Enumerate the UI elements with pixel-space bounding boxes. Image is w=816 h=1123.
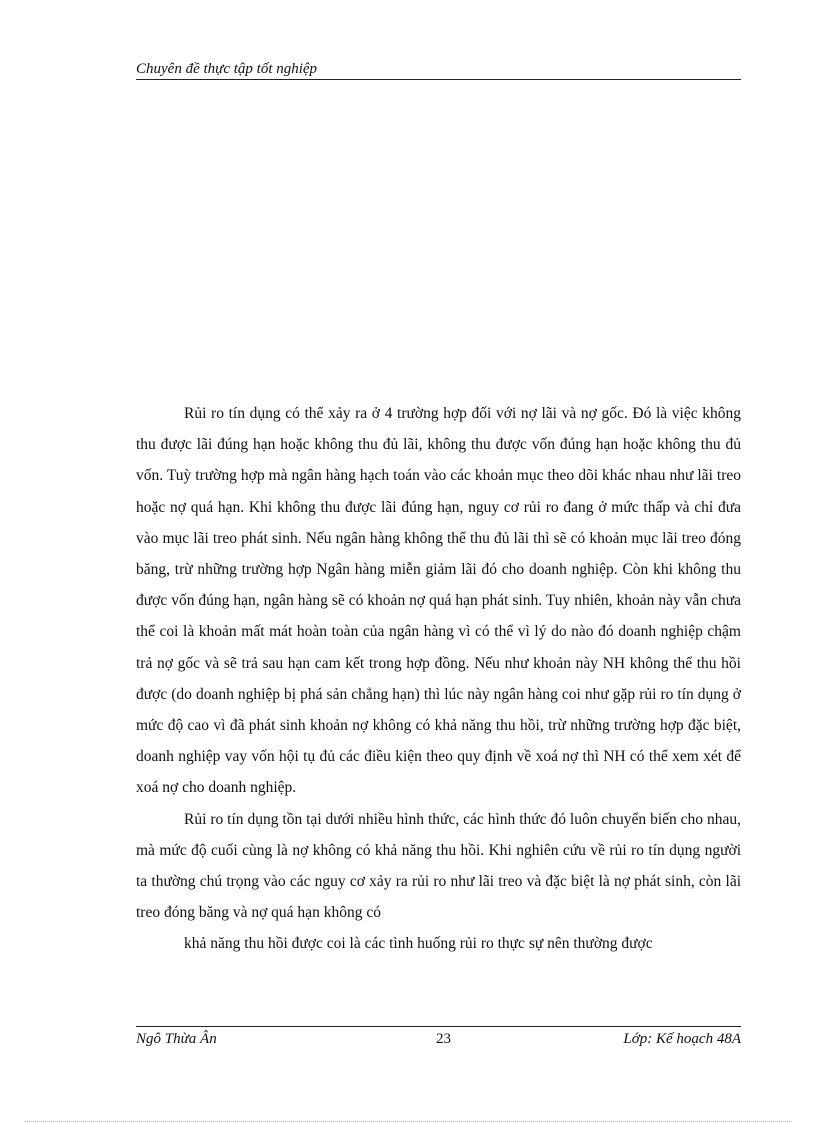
page-number: 23 (436, 1031, 451, 1047)
page-edge-divider (24, 1121, 792, 1122)
footer-class: Lớp: Kế hoạch 48A (623, 1031, 741, 1047)
page-header (136, 60, 741, 80)
body-text (136, 398, 741, 960)
paragraph: khả năng thu hồi được coi là các tình huống rủi ro thực sự nên thường được (184, 935, 653, 953)
header-title: Chuyên đề thực tập tốt nghiệp (136, 61, 318, 77)
paragraph: Rủi ro tín dụng tồn tại dưới nhiều hình thức, các hình thức đó luôn chuyển biến cho nhau, mà mức độ cuối cùng là nợ không có khả năng thu hồi. Khi nghiên cứu về rủi ro tín dụng người ta thường chú trọng vào các nguy cơ xảy ra rủi ro như lãi treo và đặc biệt là nợ phát sinh, còn lãi treo đóng băng và nợ quá hạn không có (136, 810, 741, 922)
footer-author: Ngô Thừa Ân (136, 1031, 217, 1047)
page-footer (136, 1026, 741, 1049)
paragraph: Rủi ro tín dụng có thể xảy ra ở 4 trường hợp đối với nợ lãi và nợ gốc. Đó là việc không thu được lãi đúng hạn hoặc không thu đủ lãi, không thu được vốn đúng hạn hoặc không thu đủ vốn. Tuỳ trường hợp mà ngân hàng hạch toán vào các khoản mục theo dõi khác nhau như lãi treo hoặc nợ quá hạn. Khi không thu được lãi đúng hạn, nguy cơ rủi ro đang ở mức thấp và chỉ đưa vào mục lãi treo phát sinh. Nếu ngân hàng không thể thu đủ lãi thì sẽ có khoản mục lãi treo đóng băng, trừ những trường hợp Ngân hàng miễn giảm lãi đó cho doanh nghiệp. Còn khi không thu được vốn đúng hạn, ngân hàng sẽ có khoản nợ quá hạn phát sinh. Tuy nhiên, khoản này vẫn chưa thể coi là khoản mất mát hoàn toàn của ngân hàng vì có thể vì lý do nào đó doanh nghiệp chậm trả nợ gốc và sẽ trả sau hạn cam kết trong hợp đồng. Nếu như khoản này NH không thể thu hồi được (do doanh nghiệp bị phá sản chẳng hạn) thì lúc này ngân hàng coi như gặp rủi ro tín dụng ở mức độ cao vì đã phát sinh khoản nợ không có khả năng thu hồi, trừ những trường hợp đặc biệt, doanh nghiệp vay vốn hội tụ đủ các điều kiện theo quy định về xoá nợ thì NH có thể xem xét để xoá nợ cho doanh nghiệp. (136, 405, 741, 797)
